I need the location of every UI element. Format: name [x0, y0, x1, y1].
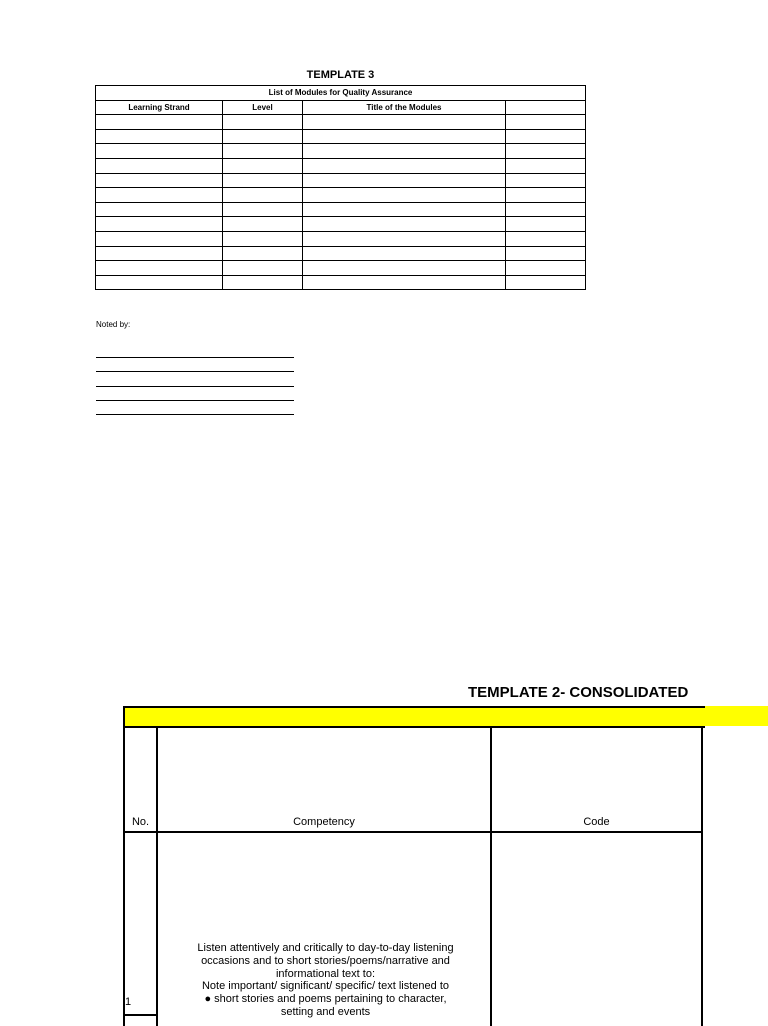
competency-line: occasions and to short stories/poems/narrative and — [201, 954, 450, 967]
competency-text — [159, 942, 492, 1019]
table-row — [96, 188, 586, 203]
table-cell[interactable] — [223, 158, 303, 173]
table-cell[interactable] — [223, 188, 303, 203]
table-cell[interactable] — [303, 129, 506, 144]
table-cell[interactable] — [96, 202, 223, 217]
table-cell[interactable] — [223, 275, 303, 290]
table-row — [96, 129, 586, 144]
table-cell[interactable] — [223, 246, 303, 261]
table-cell[interactable] — [303, 202, 506, 217]
table-cell[interactable] — [223, 173, 303, 188]
table-row — [96, 217, 586, 232]
table-row — [96, 202, 586, 217]
table-cell[interactable] — [506, 261, 586, 276]
template3-title: TEMPLATE 3 — [306, 69, 375, 81]
table-caption: List of Modules for Quality Assurance — [96, 86, 586, 101]
table-cell[interactable] — [96, 246, 223, 261]
table-cell[interactable] — [506, 188, 586, 203]
table-cell[interactable] — [303, 275, 506, 290]
table-cell[interactable] — [506, 158, 586, 173]
table-cell[interactable] — [96, 231, 223, 246]
signature-line — [96, 400, 294, 401]
table-row — [96, 261, 586, 276]
table-cell[interactable] — [223, 115, 303, 130]
table-cell[interactable] — [303, 158, 506, 173]
signature-line — [96, 386, 294, 387]
competency-table — [123, 726, 703, 1026]
table-row — [96, 246, 586, 261]
table-cell[interactable] — [96, 144, 223, 159]
competency-line: Listen attentively and critically to day-to-day listening — [197, 942, 454, 954]
col-no: No. — [131, 816, 150, 828]
table-cell[interactable] — [506, 129, 586, 144]
table-cell[interactable] — [223, 261, 303, 276]
table-cell[interactable] — [223, 144, 303, 159]
table-row — [96, 275, 586, 290]
table-cell[interactable] — [506, 246, 586, 261]
table-cell[interactable] — [303, 231, 506, 246]
competency-line: Note important/ significant/ specific/ text listened to — [201, 980, 449, 993]
table-cell[interactable] — [96, 173, 223, 188]
template2-title: TEMPLATE 2- CONSOLIDATED — [468, 684, 689, 701]
col-title-of-modules: Title of the Modules — [303, 100, 506, 115]
signature-line — [96, 357, 294, 358]
table-row — [96, 173, 586, 188]
table-row — [96, 144, 586, 159]
table-cell[interactable] — [96, 188, 223, 203]
table-cell[interactable] — [506, 275, 586, 290]
table-cell[interactable] — [506, 231, 586, 246]
table-cell[interactable] — [223, 202, 303, 217]
table-cell[interactable] — [506, 144, 586, 159]
signature-line — [96, 371, 294, 372]
table-cell[interactable] — [506, 217, 586, 232]
table-row — [96, 115, 586, 130]
row-number: 1 — [125, 996, 132, 1008]
col-code: Code — [583, 816, 610, 828]
modules-table — [95, 85, 586, 290]
table-cell[interactable] — [96, 217, 223, 232]
competency-line: setting and events — [280, 1005, 371, 1018]
table-cell[interactable] — [303, 144, 506, 159]
col-learning-strand: Learning Strand — [96, 100, 223, 115]
signature-line — [96, 414, 294, 415]
table-cell[interactable] — [303, 115, 506, 130]
table-cell[interactable] — [223, 217, 303, 232]
competency-line: informational text to: — [275, 967, 376, 980]
table-cell[interactable] — [303, 173, 506, 188]
table-cell[interactable] — [303, 188, 506, 203]
col-blank — [506, 100, 586, 115]
table-row — [96, 158, 586, 173]
yellow-bar-border — [123, 706, 705, 728]
table-cell[interactable] — [506, 202, 586, 217]
table-cell[interactable] — [96, 115, 223, 130]
table-cell[interactable] — [506, 115, 586, 130]
table-cell[interactable] — [96, 158, 223, 173]
table-cell[interactable] — [223, 231, 303, 246]
table-cell[interactable] — [303, 261, 506, 276]
table-cell[interactable] — [506, 173, 586, 188]
table-cell[interactable] — [303, 217, 506, 232]
table-cell[interactable] — [223, 129, 303, 144]
col-level: Level — [223, 100, 303, 115]
table-cell[interactable] — [303, 246, 506, 261]
table-cell[interactable] — [96, 275, 223, 290]
table-row — [96, 231, 586, 246]
col-competency: Competency — [293, 816, 355, 828]
competency-line: ● short stories and poems pertaining to character, — [204, 993, 447, 1006]
table-cell[interactable] — [96, 261, 223, 276]
noted-by-label: Noted by: — [96, 320, 131, 329]
table-cell[interactable] — [96, 129, 223, 144]
